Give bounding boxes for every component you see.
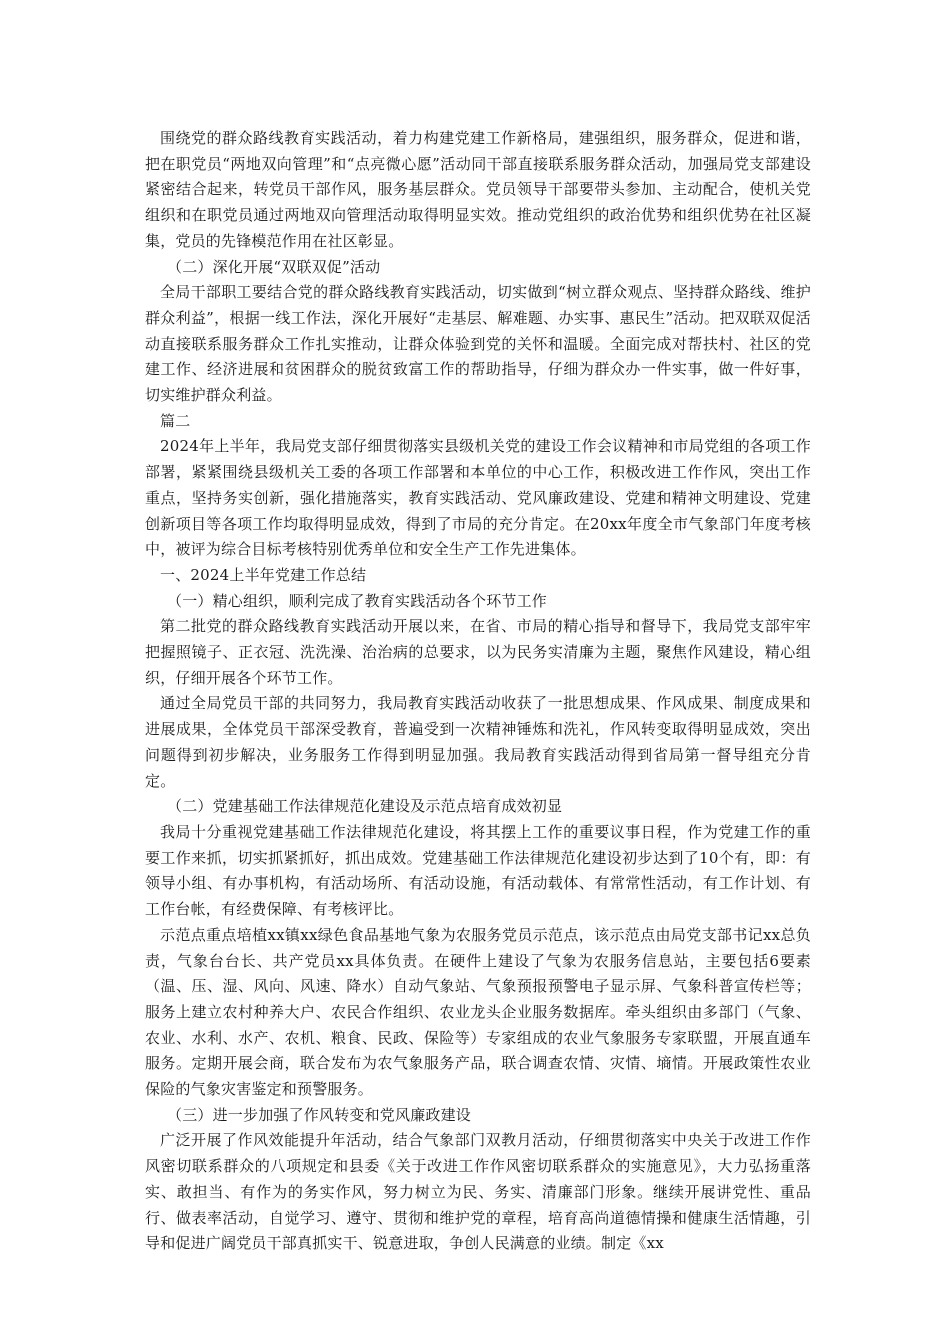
- paragraph-work-style: 广泛开展了作风效能提升年活动，结合气象部门双教月活动，仔细贯彻落实中央关于改进工作作风密切联系群众的八项规定和县委《关于改进工作作风密切联系群众的实施意见》，大力弘扬重落实、敢担当、有作为的务实作风，努力树立为民、务实、清廉部门形象。继续开展讲党性、重品行、做表率活动，自觉学习、遵守、贯彻和维护党的章程，培育高尚道德情操和健康生活情趣，引导和促进广阔党员干部真抓实干、锐意进取，争创人民满意的业绩。制定《xx: [145, 1131, 811, 1253]
- section-title-pian-er: 篇二: [160, 411, 191, 430]
- document-body: [145, 126, 811, 1257]
- paragraph-shuanglian: 全局干部职工要结合党的群众路线教育实践活动，切实做到“树立群众观点、坚持群众路线、维护群众利益”，根据一线工作法，深化开展好“走基层、解难题、办实事、惠民生”活动。把双联双促活动直接联系服务群众工作扎实推动，让群众体验到党的关怀和温暖。全面完成对帮扶村、社区的党建工作、经济进展和贫困群众的脱贫致富工作的帮助指导，仔细为群众办一件实事，做一件好事，切实维护群众利益。: [145, 283, 811, 405]
- heading-work-summary: 一、2024上半年党建工作总结: [160, 565, 367, 584]
- subheading-education-practice: （一）精心组织，顺利完成了教育实践活动各个环节工作: [167, 591, 548, 610]
- subheading-work-style: （三）进一步加强了作风转变和党风廉政建设: [167, 1105, 472, 1124]
- paragraph-education-results: 通过全局党员干部的共同努力，我局教育实践活动收获了一批思想成果、作风成果、制度成果和进展成果，全体党员干部深受教育，普遍受到一次精神锤炼和洗礼，作风转变取得明显成效，突出问题得到初步解决，业务服务工作得到明显加强。我局教育实践活动得到省局第一督导组充分肯定。: [145, 694, 811, 790]
- paragraph-education-practice: 第二批党的群众路线教育实践活动开展以来，在省、市局的精心指导和督导下，我局党支部牢牢把握照镜子、正衣冠、洗洗澡、治治病的总要求，以为民务实清廉为主题，聚焦作风建设，精心组织，仔细开展各个环节工作。: [145, 617, 811, 687]
- paragraph-demonstration-site: 示范点重点培植xx镇xx绿色食品基地气象为农服务党员示范点，该示范点由局党支部书记xx总负责，气象台台长、共产党员xx具体负责。在硬件上建设了气象为农服务信息站，主要包括6要素（温、压、湿、风向、风速、降水）自动气象站、气象预报预警电子显示屏、气象科普宣传栏等；服务上建立农村种养大户、农民合作组织、农业龙头企业服务数据库。牵头组织由多部门（气象、农业、水利、水产、农机、粮食、民政、保险等）专家组成的农业气象服务专家联盟，开展直通车服务。定期开展会商，联合发布为农气象服务产品，联合调查农情、灾情、墒情。开展政策性农业保险的气象灾害鉴定和预警服务。: [145, 925, 811, 1099]
- paragraph-summary-2024: 2024年上半年，我局党支部仔细贯彻落实县级机关党的建设工作会议精神和市局党组的各项工作部署，紧紧围绕县级机关工委的各项工作部署和本单位的中心工作，积极改进工作作风，突出工作重点，坚持务实创新，强化措施落实，教育实践活动、党风廉政建设、党建和精神文明建设、党建创新项目等各项工作均取得明显成效，得到了市局的充分肯定。在20xx年度全市气象部门年度考核中，被评为综合目标考核特别优秀单位和安全生产工作先进集体。: [145, 437, 811, 559]
- subheading-shuanglian: （二）深化开展“双联双促”活动: [167, 257, 381, 276]
- subheading-standardization: （二）党建基础工作法律规范化建设及示范点培育成效初显: [167, 797, 563, 816]
- paragraph-standardization: 我局十分重视党建基础工作法律规范化建设，将其摆上工作的重要议事日程，作为党建工作的重要工作来抓，切实抓紧抓好，抓出成效。党建基础工作法律规范化建设初步达到了10个有，即：有领导小组、有办事机构，有活动场所、有活动设施，有活动载体、有常常性活动，有工作计划、有工作台帐，有经费保障、有考核评比。: [145, 822, 811, 919]
- paragraph-intro: 围绕党的群众路线教育实践活动，着力构建党建工作新格局，建强组织，服务群众，促进和谐，把在职党员“两地双向管理”和“点亮微心愿”活动同干部直接联系服务群众活动，加强局党支部建设紧密结合起来，转党员干部作风，服务基层群众。党员领导干部要带头参加、主动配合，使机关党组织和在职党员通过两地双向管理活动取得明显实效。推动党组织的政治优势和组织优势在社区凝集，党员的先锋模范作用在社区彰显。: [145, 129, 811, 250]
